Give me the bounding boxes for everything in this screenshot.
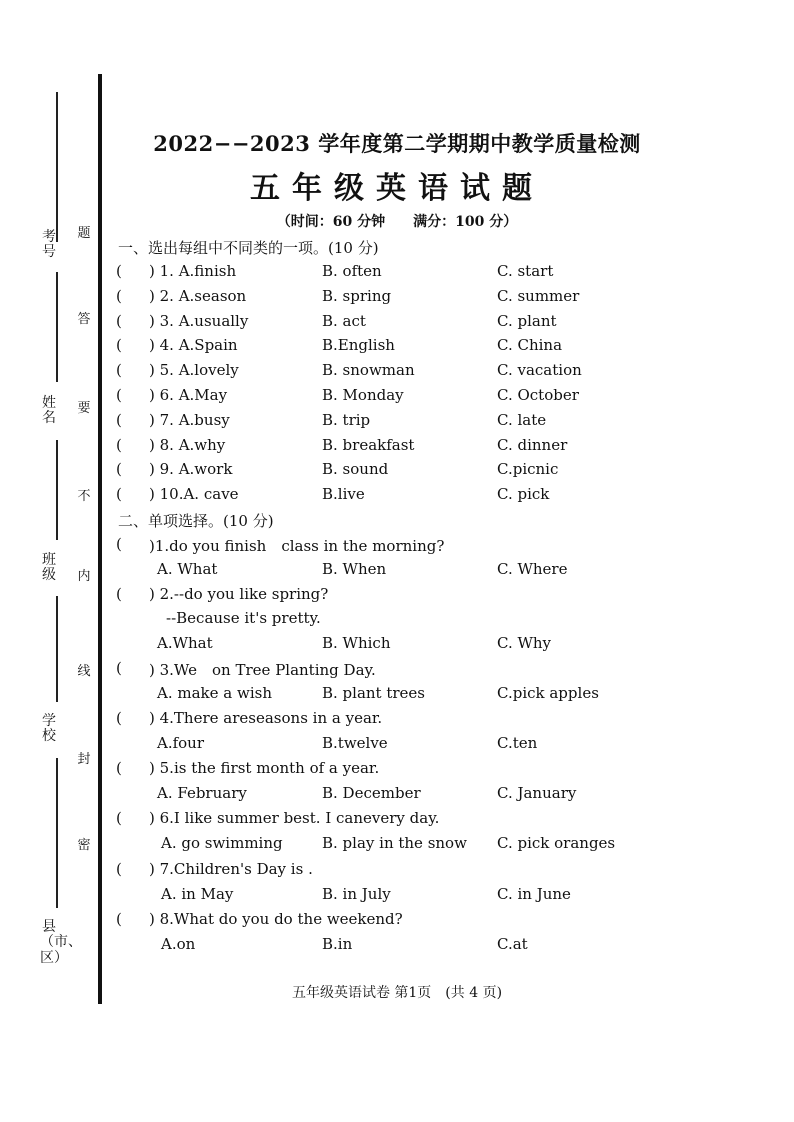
mc-options xyxy=(116,734,756,756)
answer-paren[interactable]: ( xyxy=(116,287,122,305)
answer-paren[interactable]: ( xyxy=(116,759,122,777)
mc-question xyxy=(116,709,756,731)
question-row xyxy=(116,485,756,507)
seal-char: 不 xyxy=(77,489,91,504)
question-row xyxy=(116,411,756,433)
question-text: --Because it's pretty. xyxy=(166,609,321,627)
option-c: C. October xyxy=(497,386,579,404)
answer-paren[interactable]: ( xyxy=(116,386,122,404)
question-text: is the first month of a year. xyxy=(173,759,380,777)
mc-question-line2 xyxy=(116,609,756,631)
option-a: A. make a wish xyxy=(157,684,272,702)
answer-paren[interactable]: ( xyxy=(116,312,122,330)
option-c: C. January xyxy=(497,784,577,802)
question-row xyxy=(116,436,756,458)
option-b: B. When xyxy=(322,560,387,578)
field-line-name xyxy=(56,272,58,382)
answer-paren[interactable]: ( xyxy=(116,460,122,478)
option-c: C. Where xyxy=(497,560,568,578)
option-b: B.live xyxy=(322,485,365,503)
seal-char: 内 xyxy=(77,569,91,584)
question-row xyxy=(116,361,756,383)
option-c: C. Why xyxy=(497,634,552,652)
seal-char: 封 xyxy=(77,752,91,767)
exam-subtitle: 五年级英语试题 xyxy=(250,171,544,206)
option-c: C. start xyxy=(497,262,554,280)
option-a: ) 7. A.busy xyxy=(149,411,230,429)
answer-paren[interactable]: ( xyxy=(116,535,122,553)
answer-paren[interactable]: ( xyxy=(116,910,122,928)
mc-question xyxy=(116,809,756,831)
question-text: every day. xyxy=(363,809,440,827)
option-c: C. in June xyxy=(497,885,571,903)
question-text: ) 4.There are xyxy=(149,709,249,727)
mc-options xyxy=(116,634,756,656)
mc-options xyxy=(116,885,756,907)
seal-char: 答 xyxy=(77,312,91,327)
option-b: B.twelve xyxy=(322,734,388,752)
mc-options xyxy=(116,935,756,957)
option-c: C.pick apples xyxy=(497,684,599,702)
option-c: C. China xyxy=(497,336,563,354)
answer-paren[interactable]: ( xyxy=(116,659,122,677)
field-county: 县（市、区） xyxy=(40,919,82,966)
option-c: C. pick xyxy=(497,485,550,503)
option-b: B. snowman xyxy=(322,361,415,379)
mc-options xyxy=(116,834,756,856)
option-a: ) 3. A.usually xyxy=(149,312,249,330)
question-text: do you like spring? xyxy=(184,585,329,603)
seal-char: 密 xyxy=(77,838,91,853)
field-class: 班级 xyxy=(42,552,56,584)
answer-paren[interactable]: ( xyxy=(116,336,122,354)
answer-paren[interactable]: ( xyxy=(116,436,122,454)
option-a: ) 5. A.lovely xyxy=(149,361,239,379)
option-a: A. go swimming xyxy=(161,834,283,852)
mc-question xyxy=(116,860,756,882)
option-b: B. play in the snow xyxy=(322,834,467,852)
option-c: C. late xyxy=(497,411,547,429)
option-a: A. in May xyxy=(161,885,234,903)
option-a: ) 1. A.finish xyxy=(149,262,237,280)
option-b: B. in July xyxy=(322,885,391,903)
seal-char: 题 xyxy=(77,226,91,241)
option-a: A.four xyxy=(157,734,205,752)
option-a: ) 6. A.May xyxy=(149,386,228,404)
option-a: A. What xyxy=(157,560,218,578)
option-b: B. plant trees xyxy=(322,684,426,702)
answer-paren[interactable]: ( xyxy=(116,585,122,603)
option-a: ) 9. A.work xyxy=(149,460,233,478)
seal-char: 要 xyxy=(77,401,91,416)
option-c: C. dinner xyxy=(497,436,568,454)
mc-question xyxy=(116,910,756,932)
question-text: ) 7.Children's Day is xyxy=(149,860,304,878)
seal-char: 线 xyxy=(77,664,91,679)
answer-paren[interactable]: ( xyxy=(116,361,122,379)
mc-question xyxy=(116,535,756,557)
section-1-heading: 一、选出每组中不同类的一项。(10 分) xyxy=(118,239,379,257)
question-text: ) 2.-- xyxy=(149,585,185,603)
option-b: B. spring xyxy=(322,287,392,305)
option-a: ) 10.A. cave xyxy=(149,485,239,503)
question-row xyxy=(116,460,756,482)
question-text: )1. xyxy=(149,537,170,555)
question-text: ) 3.We xyxy=(149,661,198,679)
mc-question xyxy=(116,759,756,781)
question-text: do you finish class in the morning? xyxy=(169,537,445,555)
option-c: C.picnic xyxy=(497,460,559,478)
option-c: C. pick oranges xyxy=(497,834,616,852)
mc-options xyxy=(116,784,756,806)
option-b: B. act xyxy=(322,312,366,330)
question-text: ) 5. xyxy=(149,759,174,777)
option-b: B. December xyxy=(322,784,421,802)
field-exam-no: 考号 xyxy=(42,229,56,261)
option-b: B. Which xyxy=(322,634,391,652)
option-a: A. February xyxy=(157,784,247,802)
question-row xyxy=(116,386,756,408)
question-text: the weekend? xyxy=(297,910,403,928)
mc-options xyxy=(116,684,756,706)
question-row xyxy=(116,262,756,284)
field-school: 学校 xyxy=(42,713,56,745)
question-text: ) 6.I like summer best. I can xyxy=(149,809,364,827)
option-c: C.at xyxy=(497,935,528,953)
question-text: . xyxy=(308,860,313,878)
mc-options xyxy=(116,560,756,582)
question-row xyxy=(116,287,756,309)
section-2-heading: 二、单项选择。(10 分) xyxy=(118,512,274,530)
answer-paren[interactable]: ( xyxy=(116,709,122,727)
field-line-county xyxy=(56,758,58,908)
question-text: on Tree Planting Day. xyxy=(212,661,376,679)
exam-title: 2022−−2023 学年度第二学期期中教学质量检测 xyxy=(153,131,641,156)
page-footer: 五年级英语试卷 第1页 (共 4 页) xyxy=(291,985,503,1001)
option-a: ) 8. A.why xyxy=(149,436,226,454)
question-row xyxy=(116,312,756,334)
answer-paren[interactable]: ( xyxy=(116,485,122,503)
option-a: A.on xyxy=(161,935,196,953)
option-c: C. summer xyxy=(497,287,580,305)
option-a: ) 4. A.Spain xyxy=(149,336,238,354)
question-text: seasons in a year. xyxy=(248,709,383,727)
option-b: B.in xyxy=(322,935,353,953)
answer-paren[interactable]: ( xyxy=(116,411,122,429)
field-name: 姓名 xyxy=(42,395,56,427)
option-b: B. trip xyxy=(322,411,371,429)
mc-question xyxy=(116,659,756,681)
question-row xyxy=(116,336,756,358)
option-b: B. breakfast xyxy=(322,436,415,454)
option-c: C. vacation xyxy=(497,361,582,379)
option-b: B. sound xyxy=(322,460,389,478)
option-a: ) 2. A.season xyxy=(149,287,247,305)
question-text: ) 8.What do you do xyxy=(149,910,293,928)
answer-paren[interactable]: ( xyxy=(116,809,122,827)
field-line-class xyxy=(56,440,58,540)
field-line-school xyxy=(56,596,58,702)
option-b: B. often xyxy=(322,262,382,280)
exam-info: （时间：60 分钟 满分：100 分） xyxy=(276,214,518,230)
answer-paren[interactable]: ( xyxy=(116,860,122,878)
answer-paren[interactable]: ( xyxy=(116,262,122,280)
mc-question xyxy=(116,585,756,607)
option-a: A.What xyxy=(157,634,213,652)
option-b: B. Monday xyxy=(322,386,404,404)
option-c: C. plant xyxy=(497,312,557,330)
option-c: C.ten xyxy=(497,734,538,752)
option-b: B.English xyxy=(322,336,395,354)
